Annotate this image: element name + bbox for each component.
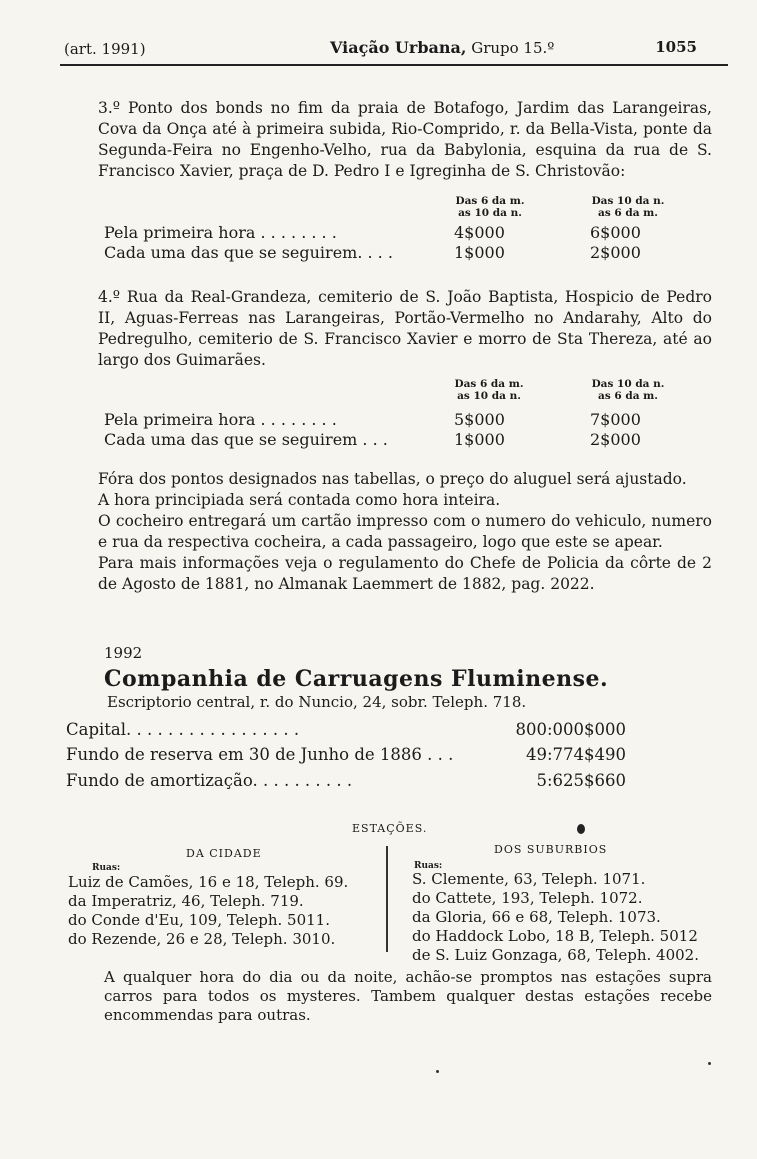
stations-title: ESTAÇÕES. [352,822,428,835]
city-ruas-label: Ruas: [92,863,121,873]
table-row: Cada uma das que se seguirem . . . 1$000 2$000 [104,430,641,449]
notes-block [62,469,712,595]
note: O cocheiro entregará um cartão impresso com o numero do vehiculo, numero e rua da respectiva cocheira, a cada passageiro, logo que este se apear. [98,512,712,551]
article-number: 1992 [104,644,143,662]
finance-row: Capital. . . . . . . . . . . . . . . . . 800:000$000 [66,720,626,739]
list-item: Luiz de Camões, 16 e 18, Teleph. 69. [68,873,349,891]
page-number: 1055 [655,38,697,56]
table-row: Pela primeira hora . . . . . . . . 5$000 7$000 [104,410,641,429]
suburb-ruas-label: Ruas: [414,861,443,871]
section-title-main: Viação Urbana, [330,38,467,57]
article-range: (art. 1991) [64,40,146,58]
column-divider [386,846,388,952]
suburb-stations-list [412,870,699,965]
section-title [330,38,554,57]
list-item: de S. Luiz Gonzaga, 68, Teleph. 4002. [412,946,699,964]
list-item: do Haddock Lobo, 18 B, Teleph. 5012 [412,927,698,945]
section-group: Grupo 15.º [466,39,555,57]
finance-row: Fundo de amortização. . . . . . . . . . 5:625$660 [66,771,626,790]
city-column-title: DA CIDADE [186,847,262,860]
section-4-text: 4.º Rua da Real-Grandeza, cemiterio de S. João Baptista, Hospicio de Pedro II, Aguas-Ferreas nas Larangeiras, Portão-Vermelho no Andarahy, Alto do Pedregulho, cemiterio de S. Francisco Xavier e morro de Sta Thereza, até ao largo dos Guimarães. [98,288,712,369]
section-3-text: 3.º Ponto dos bonds no fim da praia de Botafogo, Jardim das Larangeiras, Cova da Onça até à primeira subida, Rio-Comprido, r. da Bella-Vista, ponte da Segunda-Feira no Engenho-Velho, rua da Babylonia, esquina da rua de S. Francisco Xavier, praça de D. Pedro I e Igreginha de S. Christovão: [98,99,712,180]
running-header [62,38,727,64]
finance-row: Fundo de reserva em 30 de Junho de 1886 . . . 49:774$490 [66,745,626,764]
section-3-col2-header: Das 10 da n. as 6 da m. [591,195,665,219]
table-row: Cada uma das que se seguirem. . . . 1$000 2$000 [104,243,641,262]
list-item: do Rezende, 26 e 28, Teleph. 3010. [68,930,336,948]
city-stations-list [68,873,348,949]
closing-paragraph: A qualquer hora do dia ou da noite, achão-se promptos nas estações supra carros para todos os mysteres. Tambem qualquer destas estações recebe encommendas para outras. [104,968,712,1024]
list-item: do Cattete, 193, Teleph. 1072. [412,889,643,907]
list-item: da Gloria, 66 e 68, Teleph. 1073. [412,908,661,926]
note: Fóra dos pontos designados nas tabellas, o preço do aluguel será ajustado. [98,470,687,488]
note: Para mais informações veja o regulamento do Chefe de Policia da côrte de 2 de Agosto de 1881, no Almanak Laemmert de 1882, pag. 2022. [98,554,712,593]
list-item: do Conde d'Eu, 109, Teleph. 5011. [68,911,330,929]
ink-speck [708,1062,711,1065]
header-rule [60,64,728,66]
note: A hora principiada será contada como hora inteira. [98,491,501,509]
section-4-col1-header: Das 6 da m. as 10 da n. [454,378,524,402]
section-4-col2-header: Das 10 da n. as 6 da m. [591,378,665,402]
company-title: Companhia de Carruagens Fluminense. [104,666,609,692]
section-3-col1-header: Das 6 da m. as 10 da n. [455,195,525,219]
suburb-column-title: DOS SUBURBIOS [494,843,608,856]
list-item: da Imperatriz, 46, Teleph. 719. [68,892,304,910]
table-row: Pela primeira hora . . . . . . . . 4$000 6$000 [104,223,641,242]
list-item: S. Clemente, 63, Teleph. 1071. [412,870,646,888]
company-address: Escriptorio central, r. do Nuncio, 24, sobr. Teleph. 718. [107,693,527,711]
bullet-mark [577,824,585,834]
ink-speck [436,1070,439,1073]
